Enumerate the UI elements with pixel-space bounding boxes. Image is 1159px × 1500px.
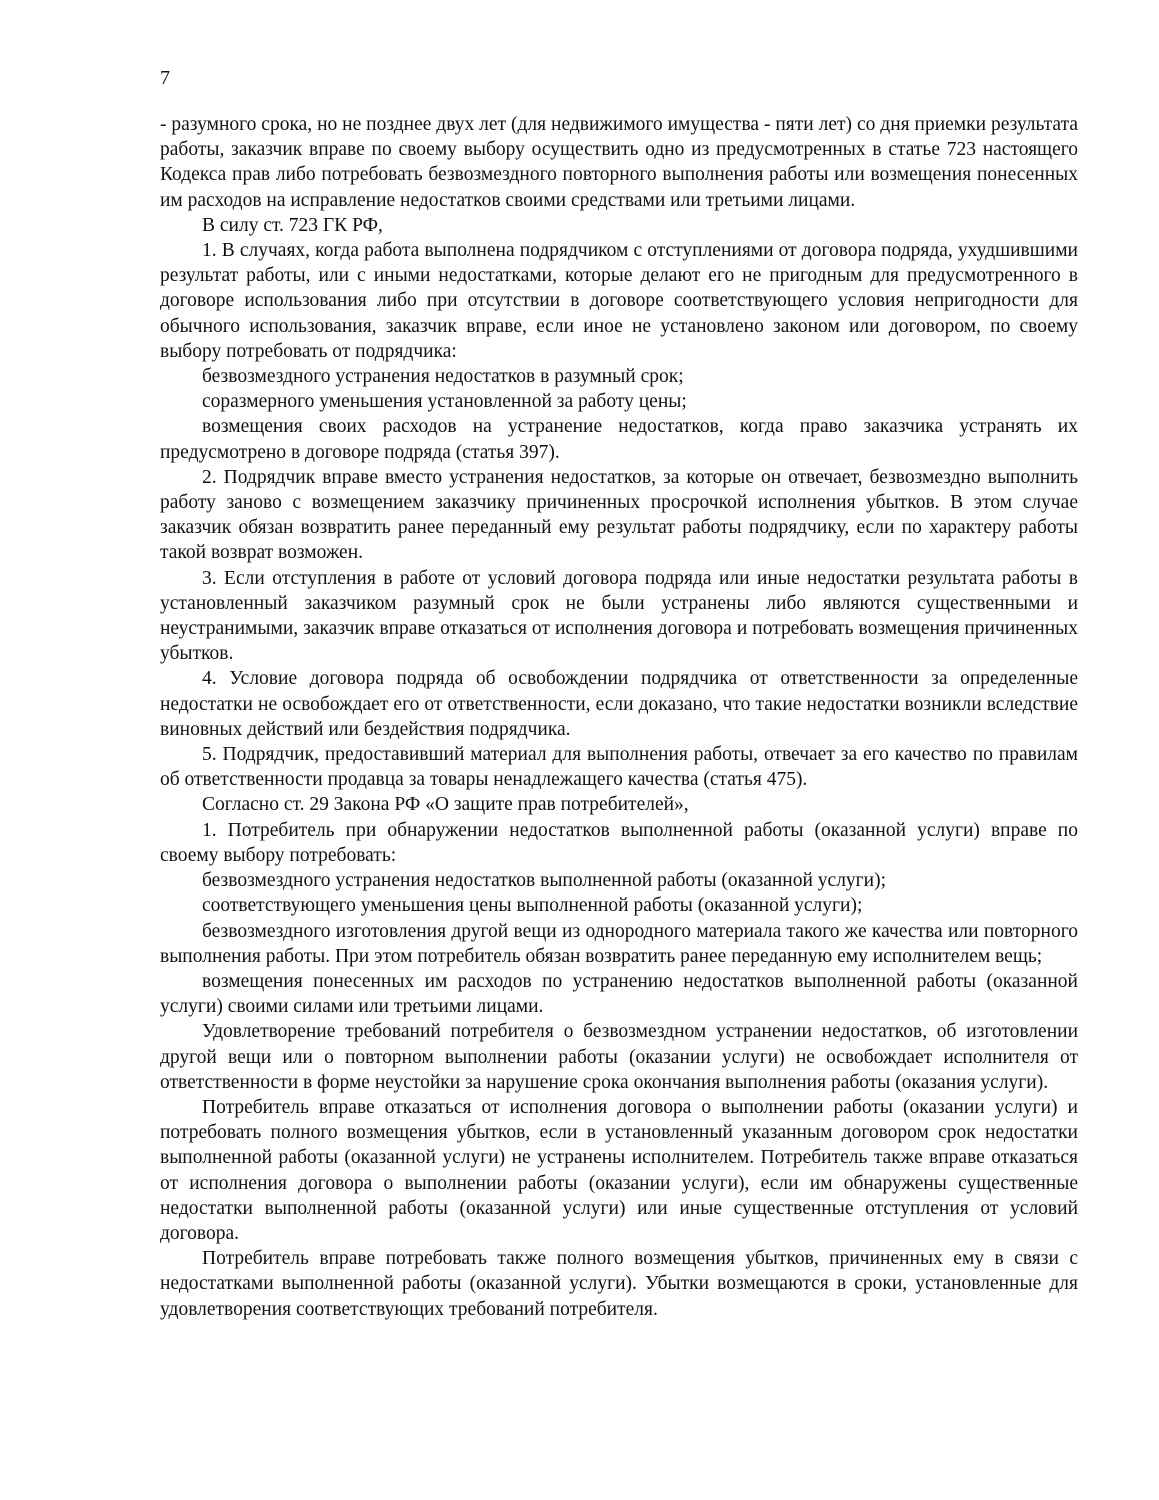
paragraph-text: Потребитель вправе отказаться от исполнения договора о выполнении работы (оказании услуги) и потребовать полного возмещения убытков, если в установленный указанным договором срок недостатки выполненной работы (оказанной услуги) не устранены исполнителем. Потребитель также вправе отказаться от исполнения договора о выполнении работы (оказании услуги), если им обнаружены существенные недостатки выполненной работы (оказанной услуги) или иные существенные отступления от условий договора. xyxy=(160,1096,1078,1244)
paragraph-list-item: возмещения понесенных им расходов по устранению недостатков выполненной работы (оказанной услуги) своими силами или третьими лицами. xyxy=(160,970,1078,1018)
paragraph-item-4: 4. Условие договора подряда об освобождении подрядчика от ответственности за определенные недостатки не освобождает его от ответственности, если доказано, что такие недостатки возникли вследствие виновных действий или бездействия подрядчика. xyxy=(160,668,1078,740)
paragraph-item-5: 5. Подрядчик, предоставивший материал для выполнения работы, отвечает за его качество по правилам об ответственности продавца за товары ненадлежащего качества (статья 475). xyxy=(160,744,1078,791)
paragraph-list-item: соразмерного уменьшения установленной за работу цены; xyxy=(202,391,687,413)
page-number: 7 xyxy=(160,67,170,89)
paragraph-list-item: безвозмездного устранения недостатков выполненной работы (оказанной услуги); xyxy=(202,870,887,892)
paragraph-heading-gk-723: В силу ст. 723 ГК РФ, xyxy=(202,214,383,236)
paragraph-continuation: - разумного срока, но не позднее двух лет (для недвижимого имущества - пяти лет) со дня приемки результата работы, заказчик вправе по своему выбору осуществить одно из предусмотренных в статье 723 настоящего Кодекса прав либо потребовать безвозмездного повторного выполнения работы или возмещения понесенных им расходов на исправление недостатков своими средствами или третьими лицами. xyxy=(160,114,1078,211)
paragraph-item-3: 3. Если отступления в работе от условий договора подряда или иные недостатки результата работы в установленный заказчиком разумный срок не были устранены либо являются существенными и неустранимыми, заказчик вправе отказаться от исполнения договора и потребовать возмещения причиненных убытков. xyxy=(160,567,1078,665)
paragraph-item-1: 1. В случаях, когда работа выполнена подрядчиком с отступлениями от договора подряда, ухудшившими результат работы, или с иными недостатками, которые делают его не пригодным для предусмотренного в договоре использования либо при отсутствии в договоре соответствующего условия непригодности для обычного использования, заказчик вправе, если иное не установлено законом или договором, по своему выбору потребовать от подрядчика: xyxy=(160,240,1078,362)
paragraph-item-2: 2. Подрядчик вправе вместо устранения недостатков, за которые он отвечает, безвозмездно выполнить работу заново с возмещением заказчику причиненных просрочкой исполнения убытков. В этом случае заказчик обязан возвратить ранее переданный ему результат работы подрядчику, если по характеру работы такой возврат возможен. xyxy=(160,466,1078,564)
paragraph-list-item: соответствующего уменьшения цены выполненной работы (оказанной услуги); xyxy=(202,895,863,917)
paragraph-list-item: безвозмездного изготовления другой вещи из однородного материала такого же качества или повторного выполнения работы. При этом потребитель обязан возвратить ранее переданную ему исполнителем вещь; xyxy=(160,920,1078,967)
paragraph-list-item: безвозмездного устранения недостатков в разумный срок; xyxy=(202,366,684,388)
document-body xyxy=(160,112,1078,1322)
paragraph-heading-consumer-law: Согласно ст. 29 Закона РФ «О защите прав потребителей», xyxy=(202,794,689,816)
paragraph-text: Удовлетворение требований потребителя о безвозмездном устранении недостатков, об изготовлении другой вещи или о повторном выполнении работы (оказании услуги) не освобождает исполнителя от ответственности в форме неустойки за нарушение срока окончания выполнения работы (оказания услуги). xyxy=(160,1021,1078,1093)
paragraph-list-item: возмещения своих расходов на устранение недостатков, когда право заказчика устранять их предусмотрено в договоре подряда (статья 397). xyxy=(160,416,1078,463)
paragraph-text: Потребитель вправе потребовать также полного возмещения убытков, причиненных ему в связи с недостатками выполненной работы (оказанной услуги). Убытки возмещаются в сроки, установленные для удовлетворения соответствующих требований потребителя. xyxy=(160,1248,1078,1320)
paragraph-consumer-item-1: 1. Потребитель при обнаружении недостатков выполненной работы (оказанной услуги) вправе по своему выбору потребовать: xyxy=(160,819,1078,866)
